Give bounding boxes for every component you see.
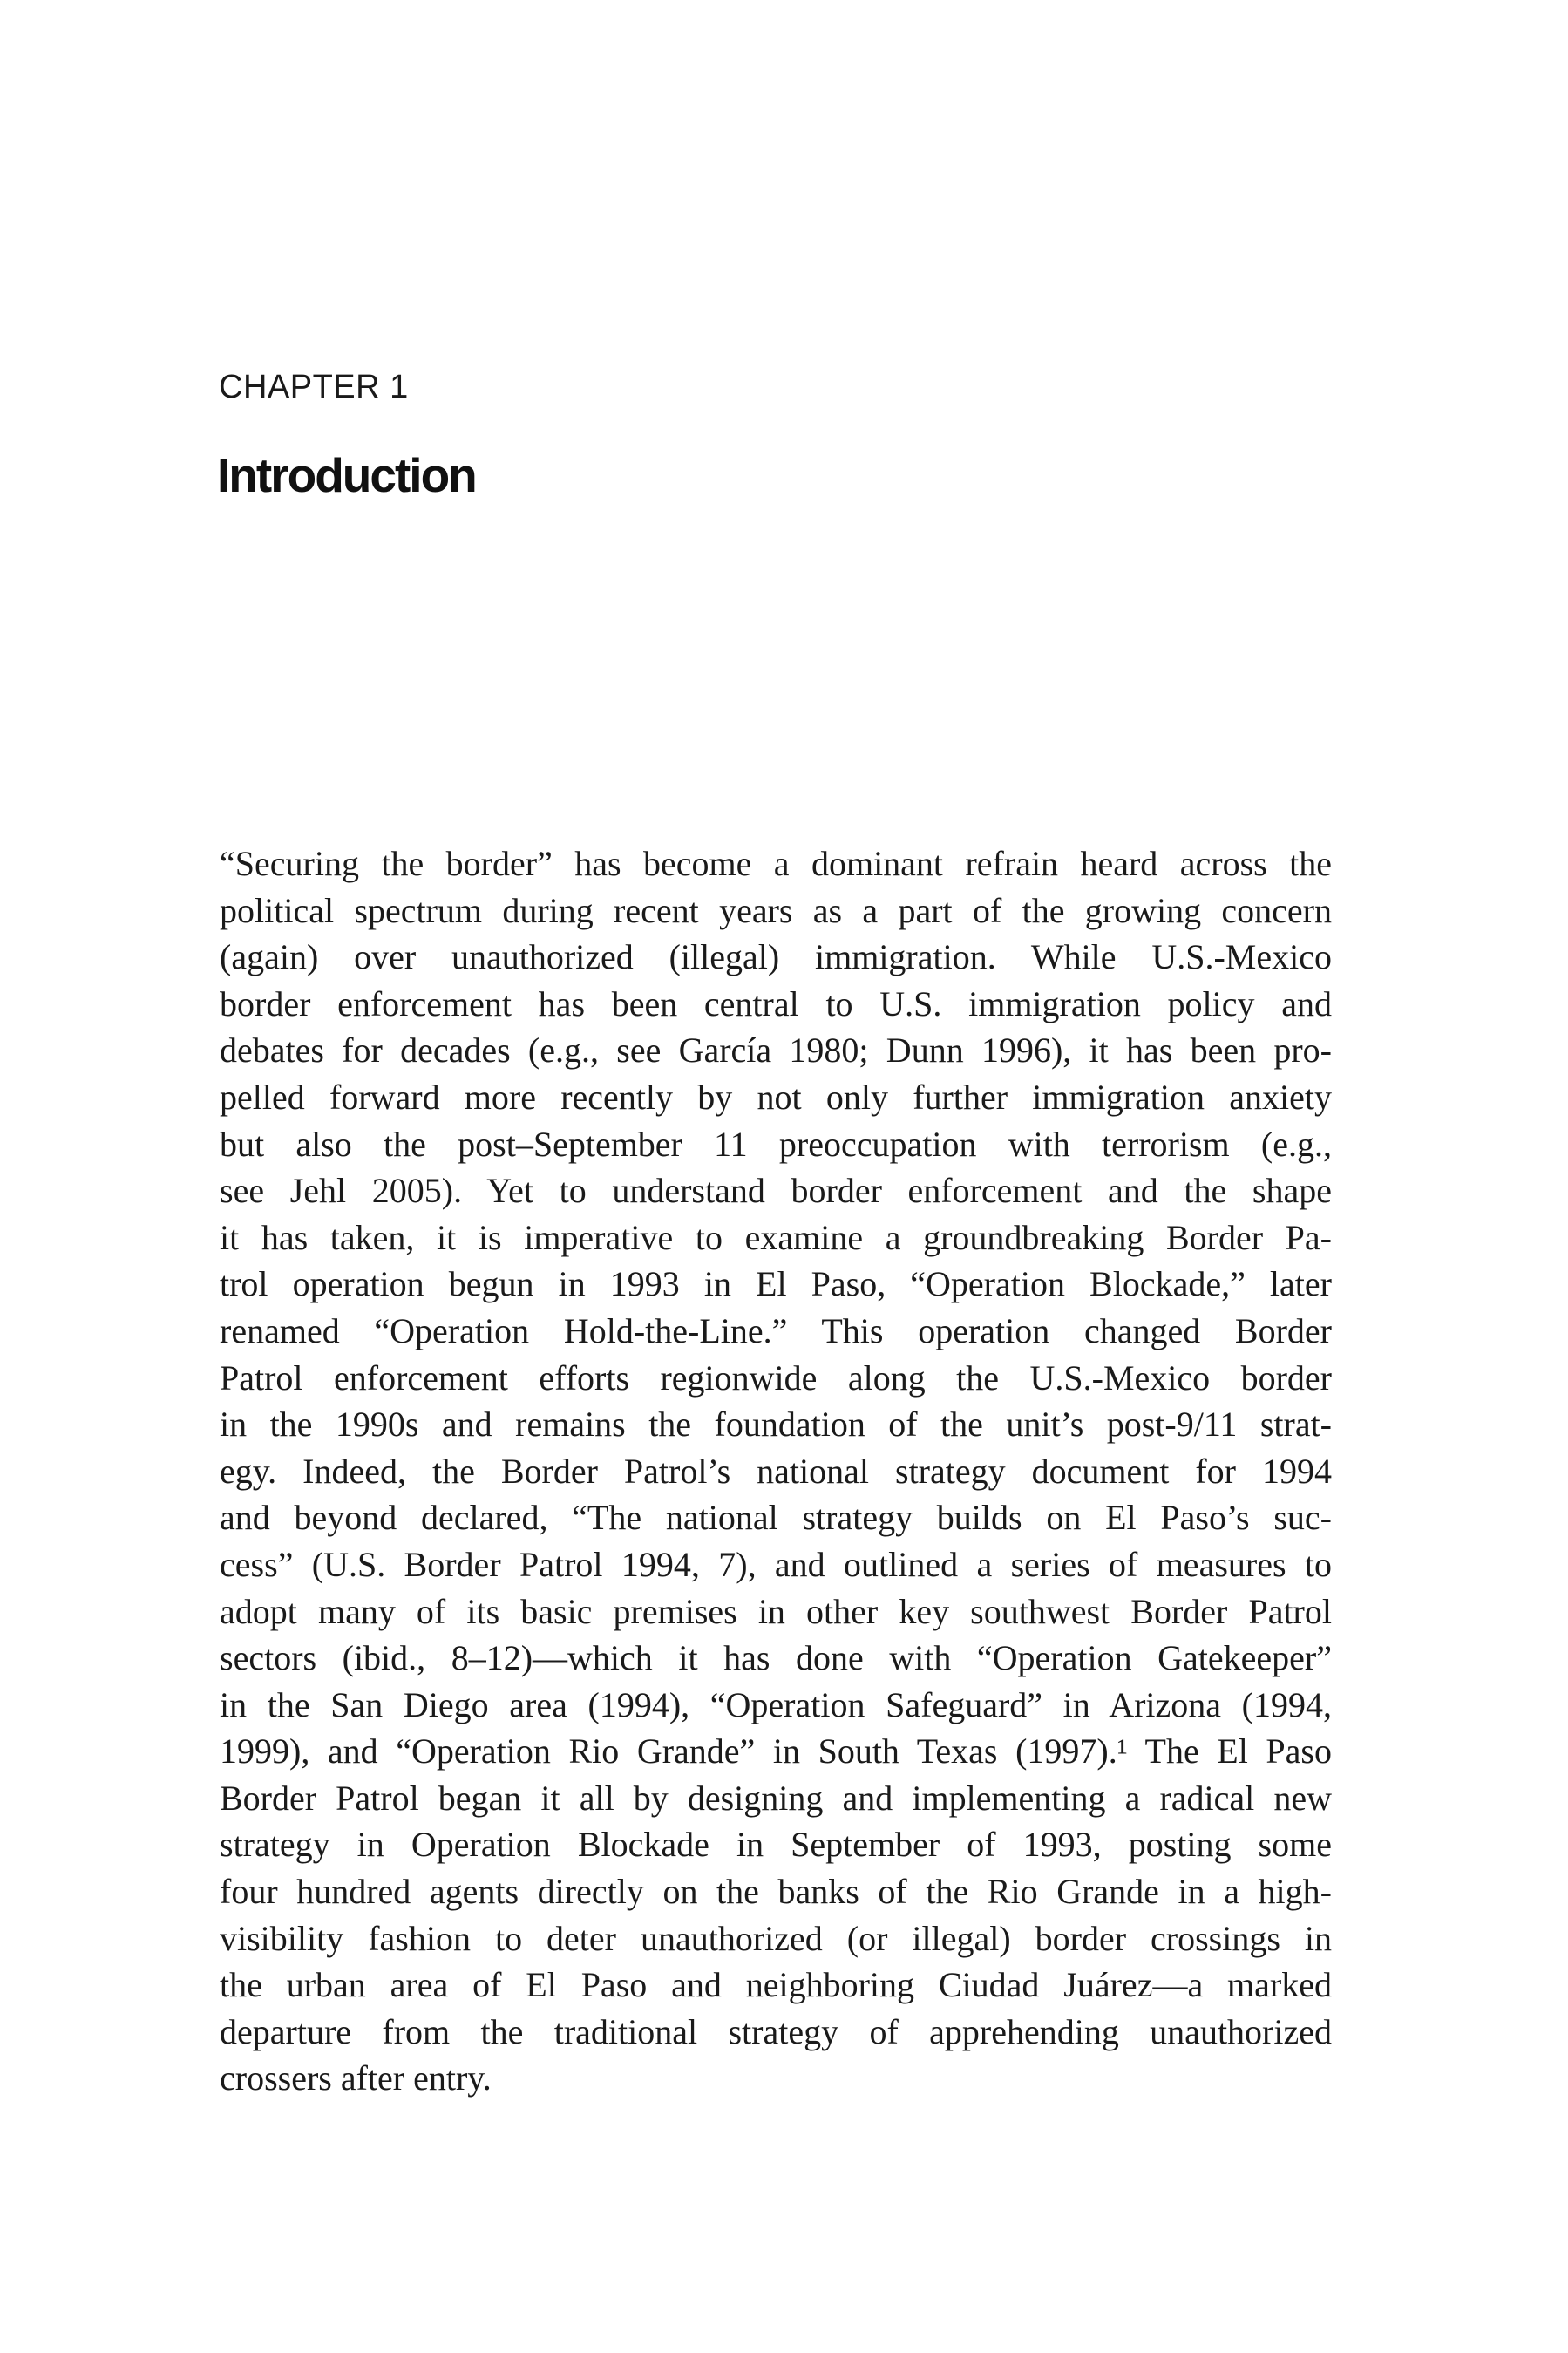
text-line: in the San Diego area (1994), “Operation Safeguard” in Arizona (1994, xyxy=(220,1684,1332,1724)
body-paragraph xyxy=(220,840,1332,2102)
chapter-label: CHAPTER 1 xyxy=(219,369,409,405)
text-line: egy. Indeed, the Border Patrol’s national strategy document for 1994 xyxy=(220,1451,1332,1491)
text-line: and beyond declared, “The national strategy builds on El Paso’s suc- xyxy=(220,1498,1332,1538)
text-line: departure from the traditional strategy of apprehending unauthorized xyxy=(220,2011,1332,2051)
text-line: pelled forward more recently by not only further immigration anxiety xyxy=(220,1077,1332,1117)
text-line: it has taken, it is imperative to examine a groundbreaking Border Pa- xyxy=(220,1217,1332,1257)
text-line: sectors (ibid., 8–12)—which it has done with “Operation Gatekeeper” xyxy=(220,1638,1332,1678)
text-line: strategy in Operation Blockade in September of 1993, posting some xyxy=(220,1825,1332,1865)
text-line: see Jehl 2005). Yet to understand border enforcement and the shape xyxy=(220,1171,1332,1211)
text-line: renamed “Operation Hold-the-Line.” This operation changed Border xyxy=(220,1310,1332,1350)
text-line: adopt many of its basic premises in other key southwest Border Patrol xyxy=(220,1591,1332,1631)
text-line: four hundred agents directly on the banks of the Rio Grande in a high- xyxy=(220,1872,1332,1912)
text-line: (again) over unauthorized (illegal) immigration. While U.S.-Mexico xyxy=(220,937,1332,977)
text-line: debates for decades (e.g., see García 1980; Dunn 1996), it has been pro- xyxy=(220,1030,1332,1071)
chapter-title: Introduction xyxy=(217,448,476,502)
text-line: in the 1990s and remains the foundation of the unit’s post-9/11 strat- xyxy=(220,1404,1332,1445)
text-line: trol operation begun in 1993 in El Paso, “Operation Blockade,” later xyxy=(220,1264,1332,1304)
text-line: Patrol enforcement efforts regionwide along the U.S.-Mexico border xyxy=(220,1357,1332,1398)
text-line: crossers after entry. xyxy=(220,2058,492,2098)
text-line: political spectrum during recent years as a part of the growing concern xyxy=(220,890,1332,930)
text-line: cess” (U.S. Border Patrol 1994, 7), and outlined a series of measures to xyxy=(220,1544,1332,1584)
text-line: “Securing the border” has become a dominant refrain heard across the xyxy=(220,844,1332,883)
text-line: Border Patrol began it all by designing and implementing a radical new xyxy=(220,1778,1332,1818)
text-line: visibility fashion to deter unauthorized (or illegal) border crossings in xyxy=(220,1918,1332,1958)
text-line: the urban area of El Paso and neighboring Ciudad Juárez—a marked xyxy=(220,1965,1332,2005)
text-line: border enforcement has been central to U.S. immigration policy and xyxy=(220,983,1332,1023)
text-line: 1999), and “Operation Rio Grande” in South Texas (1997).¹ The El Paso xyxy=(220,1731,1332,1772)
text-line: but also the post–September 11 preoccupation with terrorism (e.g., xyxy=(220,1124,1332,1164)
